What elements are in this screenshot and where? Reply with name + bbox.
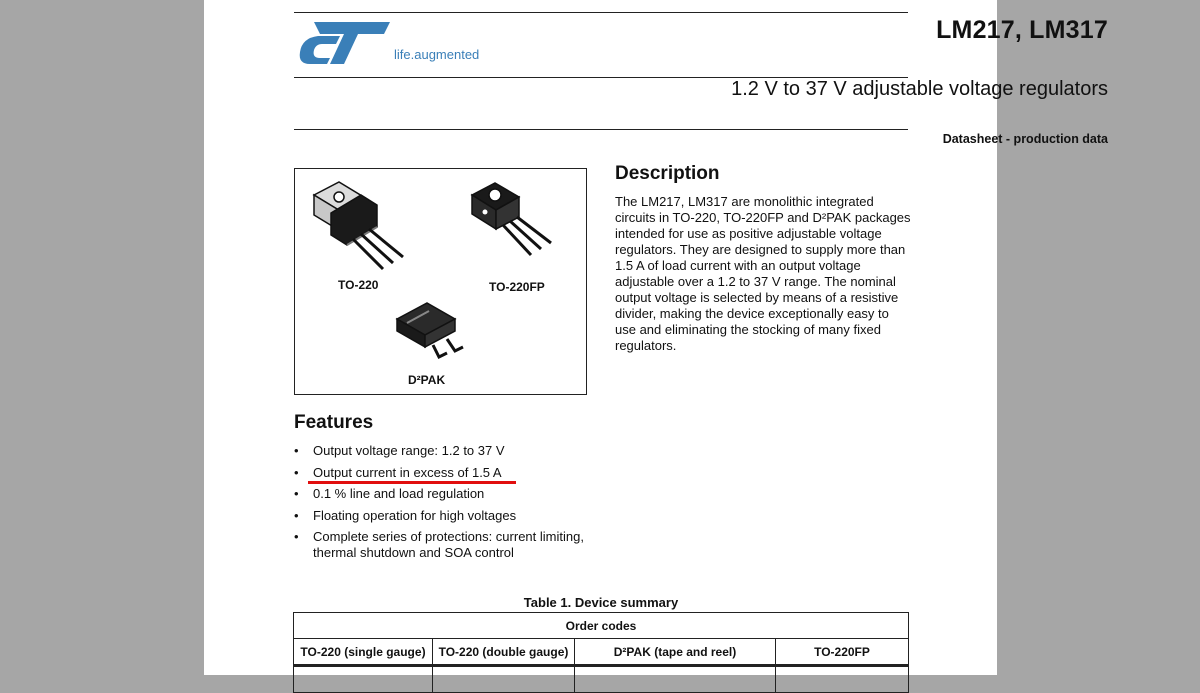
order-codes-header: Order codes xyxy=(294,613,909,639)
table-caption: Table 1. Device summary xyxy=(523,595,679,610)
logo-tagline: life.augmented xyxy=(394,47,480,62)
package-label-to-220: TO-220 xyxy=(338,278,379,292)
column-header: TO-220 (single gauge) xyxy=(294,639,433,666)
feature-item: • 0.1 % line and load regulation xyxy=(294,486,604,502)
table-cell xyxy=(776,666,909,693)
package-label-d2pak: D²PAK xyxy=(408,373,446,387)
to-220-package-icon xyxy=(309,177,409,277)
table-cell xyxy=(294,666,433,693)
feature-item: • Floating operation for high voltages xyxy=(294,508,604,524)
package-illustration-box xyxy=(294,168,587,395)
st-logo-icon xyxy=(296,18,392,68)
table-cell xyxy=(575,666,776,693)
column-header: TO-220FP xyxy=(776,639,909,666)
table-row xyxy=(294,613,909,639)
datasheet-page xyxy=(204,0,1108,675)
column-header: D²PAK (tape and reel) xyxy=(575,639,776,666)
description-heading: Description xyxy=(615,163,720,184)
st-logo xyxy=(296,18,496,74)
table-row xyxy=(294,639,909,666)
d2pak-package-icon xyxy=(393,297,479,367)
feature-item: • Output current in excess of 1.5 A xyxy=(294,465,604,481)
feature-item: • Output voltage range: 1.2 to 37 V xyxy=(294,443,604,459)
feature-item: • Complete series of protections: current limiting, thermal shutdown and SOA control xyxy=(294,529,604,561)
features-list xyxy=(294,443,604,567)
device-summary-table xyxy=(293,612,909,693)
package-label-to-220fp: TO-220FP xyxy=(489,280,545,294)
datasheet-tag: Datasheet - production data xyxy=(942,132,1108,146)
document-subtitle: 1.2 V to 37 V adjustable voltage regulators xyxy=(731,78,1108,100)
description-text: The LM217, LM317 are monolithic integrated circuits in TO-220, TO-220FP and D²PAK packages intended for use as positive adjustable voltage regulators. They are designed to supply more than 1.5 A of load current with an output voltage adjustable over a 1.2 to 37 V range. The nominal output voltage is selected by means of a resistive divider, making the device exceptionally easy to use and eliminating the stocking of many fixed regulators. xyxy=(615,194,911,353)
to-220fp-package-icon xyxy=(467,179,567,279)
highlight-underline xyxy=(308,481,516,484)
table-cell xyxy=(433,666,575,693)
top-rule xyxy=(294,12,908,13)
features-heading: Features xyxy=(294,412,374,433)
column-header: TO-220 (double gauge) xyxy=(433,639,575,666)
part-title: LM217, LM317 xyxy=(936,16,1108,44)
subtitle-rule xyxy=(294,129,908,130)
table-row xyxy=(294,666,909,693)
